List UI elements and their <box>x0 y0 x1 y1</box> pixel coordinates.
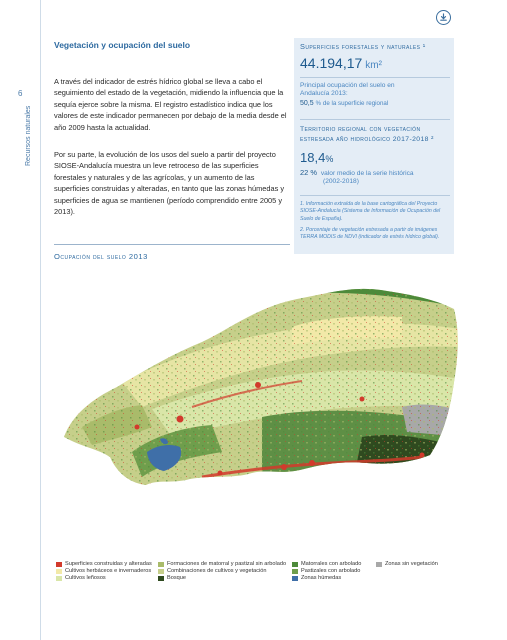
legend-swatch <box>56 576 62 581</box>
legend-swatch <box>158 569 164 574</box>
legend-item <box>292 561 361 567</box>
drought-diff-number: 22 <box>300 168 309 177</box>
margin-rule <box>40 0 41 640</box>
legend-label: Superficies construidas y alteradas <box>65 561 152 567</box>
occupation-value-desc: de la superficie regional <box>322 100 389 107</box>
section-divider <box>54 244 290 245</box>
drought-diff-desc: valor medio de la serie histórica <box>320 170 414 177</box>
legend-label: Zonas sin vegetación <box>385 561 438 567</box>
forest-value-unit: km² <box>365 60 382 71</box>
section-title: Vegetación y ocupación del suelo <box>54 40 191 50</box>
map-heading: Ocupación del suelo 2013 <box>54 252 148 261</box>
legend-item <box>56 561 152 567</box>
forest-heading: Superficies forestales y naturales ¹ <box>300 42 426 51</box>
indicator-box <box>294 38 454 254</box>
drought-diff-period: (2002-2018) <box>323 178 359 185</box>
map-legend <box>56 561 456 589</box>
legend-item <box>56 575 106 581</box>
occupation-heading-line: Andalucía 2013: <box>300 90 348 97</box>
footnote: 1. Información extraída de la base cartográfica del Proyecto SIOSE-Andalucía (Sistema de Información de Ocupación del Suelo de España). <box>300 201 441 222</box>
legend-swatch <box>158 576 164 581</box>
legend-label: Matorrales con arbolado <box>301 561 362 567</box>
occupation-value-number: 50,5 <box>300 100 314 107</box>
drought-value-pct: % <box>325 154 334 164</box>
body-paragraph: Por su parte, la evolución de los usos del suelo a partir del proyecto SIOSE-Andalucía muestra un leve retroceso de las superficies forestales y naturales y de las agrícolas, y un aumento de las superficies construidas y alteradas, en tanto que las zonas húmedas y superficies de agua se mantienen (período comprendido entre 2005 y 2013). <box>54 150 285 217</box>
legend-item <box>158 568 267 574</box>
legend-item <box>158 575 186 581</box>
legend-label: Formaciones de matorral y pastizal sin arbolado <box>167 561 287 567</box>
chapter-side-label: Recursos naturales <box>25 105 32 166</box>
occupation-heading <box>300 82 395 98</box>
forest-value-number: 44.194,17 <box>300 55 363 71</box>
legend-label: Pastizales con arbolado <box>301 568 361 574</box>
download-icon <box>439 13 448 22</box>
drought-diff <box>300 168 414 185</box>
legend-swatch <box>56 562 62 567</box>
legend-label: Cultivos leñosos <box>65 575 106 581</box>
legend-item <box>56 568 151 574</box>
legend-label: Bosque <box>167 575 186 581</box>
legend-item <box>292 568 360 574</box>
legend-item <box>376 561 438 567</box>
legend-swatch <box>158 562 164 567</box>
drought-value-number: 18,4 <box>300 150 326 165</box>
legend-label: Zonas húmedas <box>301 575 342 581</box>
drought-diff-pct: % <box>310 168 318 177</box>
box-divider <box>300 195 450 196</box>
legend-swatch <box>56 569 62 574</box>
legend-swatch <box>292 562 298 567</box>
legend-label: Cultivos herbáceos e invernaderos <box>65 568 152 574</box>
legend-swatch <box>292 569 298 574</box>
andalusia-map-graphic <box>62 287 460 487</box>
box-divider <box>300 119 450 120</box>
drought-value <box>300 150 333 165</box>
box-divider <box>300 77 450 78</box>
legend-swatch <box>292 576 298 581</box>
legend-swatch <box>376 562 382 567</box>
body-paragraph: A través del indicador de estrés hídrico global se lleva a cabo el seguimiento del estado de la vegetación, midiendo la influencia que la sequía ejerce sobre la misma. El registro estadístico indica que los valores de este indicador permanecen por debajo de la media desde el año 2009 hasta la actualidad. <box>54 77 287 132</box>
occupation-value <box>300 100 388 107</box>
download-button[interactable] <box>436 10 451 25</box>
legend-label: Combinaciones de cultivos y vegetación <box>167 568 267 574</box>
drought-heading: Territorio regional con vegetación estresada año hidrológico 2017-2018 ² <box>300 126 434 143</box>
legend-item <box>292 575 341 581</box>
footnote: 2. Porcentaje de vegetación estresada a partir de imágenes TERRA MODIS de NDVI (indicador de estrés hídrico global). <box>300 227 440 241</box>
occupation-value-pct: % <box>315 101 321 107</box>
occupation-heading-line: Principal ocupación del suelo en <box>300 82 395 89</box>
land-use-map <box>62 287 460 487</box>
legend-item <box>158 561 286 567</box>
page-number: 6 <box>18 89 23 98</box>
forest-value <box>300 55 382 71</box>
